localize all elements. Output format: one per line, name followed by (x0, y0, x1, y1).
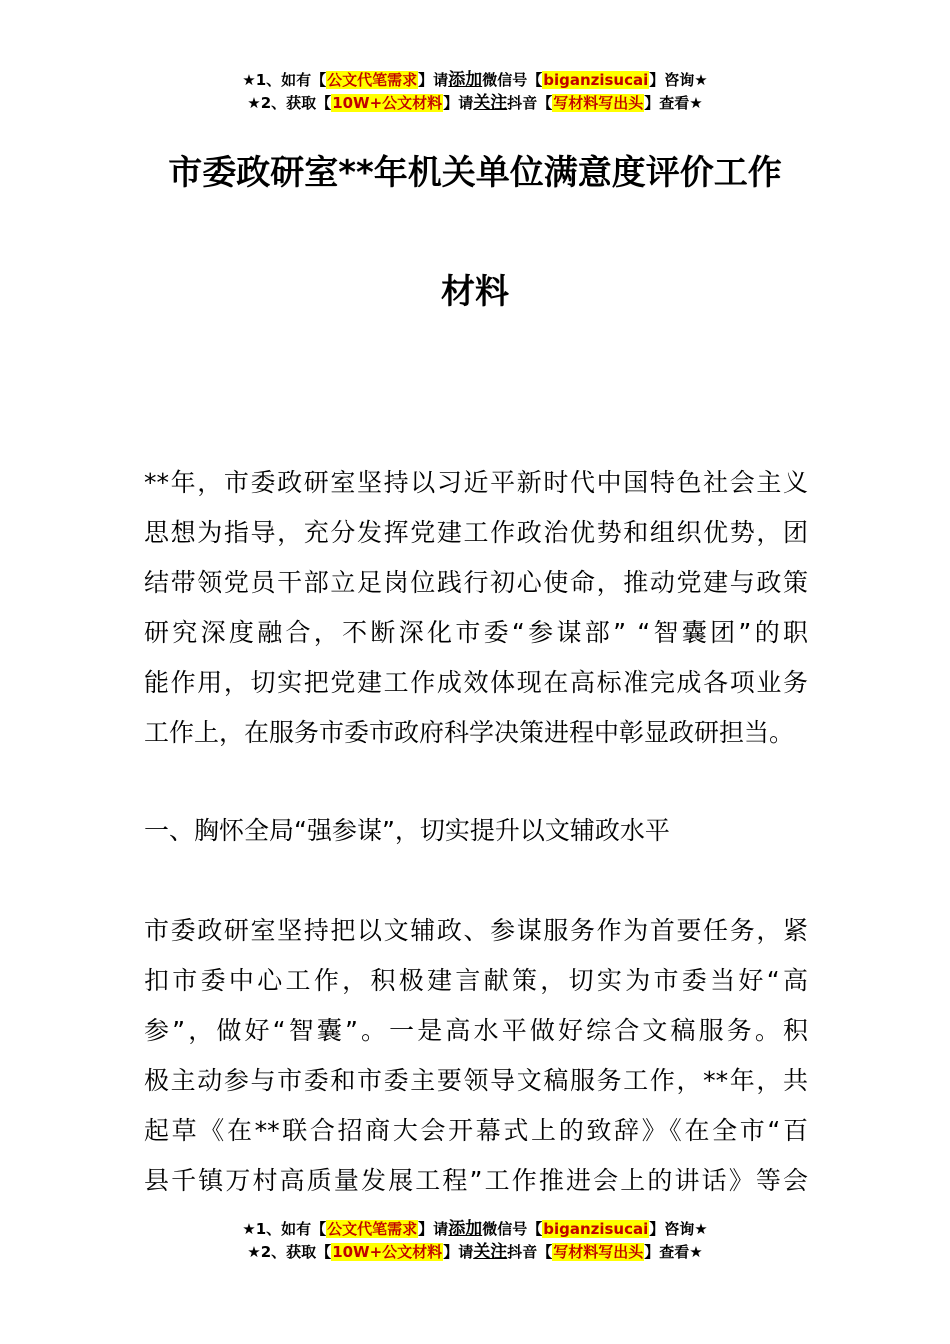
promo-text: 抖音【 (507, 1243, 553, 1261)
promo-highlight: 公文代笔需求 (327, 1220, 418, 1238)
paragraph-line: 结带领党员干部立足岗位践行初心使命，推动党建与政策 (144, 568, 808, 597)
promo-text: 】请 (443, 1243, 474, 1261)
promo-text: 抖音【 (507, 94, 553, 112)
promo-highlight: 10W+公文材料 (332, 94, 443, 112)
paragraph-line: 能作用，切实把党建工作成效体现在高标准完成各项业务 (144, 668, 808, 697)
promo-emphasis: 添加 (448, 1219, 483, 1239)
promo-douyin-id: 写材料写出头 (553, 1243, 644, 1261)
paragraph-line: 极主动参与市委和市委主要领导文稿服务工作，**年，共 (144, 1066, 808, 1095)
promo-highlight: 10W+公文材料 (332, 1243, 443, 1261)
promo-line-1 (0, 69, 950, 92)
paragraph-line: 参”，做好“智囊”。一是高水平做好综合文稿服务。积 (144, 1016, 808, 1045)
promo-text: ★2、获取【 (247, 94, 332, 112)
paragraph-line: 研究深度融合，不断深化市委“参谋部” “智囊团”的职 (144, 618, 808, 647)
paragraph-intro (144, 458, 808, 758)
promo-line-2 (0, 92, 950, 115)
paragraph-line: 县千镇万村高质量发展工程”工作推进会上的讲话》等会 (144, 1166, 808, 1195)
promo-douyin-id: 写材料写出头 (553, 94, 644, 112)
document-title: 市委政研室**年机关单位满意度评价工作 (168, 153, 782, 193)
promo-text: 】咨询★ (649, 71, 708, 89)
promo-line-1 (0, 1218, 950, 1241)
promo-text: 微信号【 (482, 71, 543, 89)
promo-text: ★1、如有【 (242, 71, 327, 89)
promo-text: 】请 (443, 94, 474, 112)
promo-text: 】咨询★ (649, 1220, 708, 1238)
promo-wechat-id: biganzisucai (543, 71, 649, 89)
document-title-continued: 材料 (441, 272, 509, 312)
paragraph-line: 市委政研室坚持把以文辅政、参谋服务作为首要任务，紧 (144, 916, 808, 945)
promo-highlight: 公文代笔需求 (327, 71, 418, 89)
promo-emphasis: 关注 (473, 93, 508, 113)
promo-text: ★2、获取【 (247, 1243, 332, 1261)
promo-banner-top (0, 69, 950, 115)
promo-text: ★1、如有【 (242, 1220, 327, 1238)
promo-emphasis: 添加 (448, 70, 483, 90)
paragraph-line: 思想为指导，充分发挥党建工作政治优势和组织优势，团 (144, 518, 808, 547)
promo-banner-bottom (0, 1218, 950, 1264)
promo-text: 】请 (418, 71, 449, 89)
paragraph-section-1 (144, 906, 808, 1206)
promo-text: 】请 (418, 1220, 449, 1238)
promo-text: 】查看★ (644, 1243, 703, 1261)
paragraph-line: 扣市委中心工作，积极建言献策，切实为市委当好“高 (144, 966, 808, 995)
promo-emphasis: 关注 (473, 1242, 508, 1262)
paragraph-line: **年，市委政研室坚持以习近平新时代中国特色社会主义 (144, 468, 808, 497)
promo-text: 】查看★ (644, 94, 703, 112)
paragraph-line: 起草《在**联合招商大会开幕式上的致辞》《在全市“百 (144, 1116, 808, 1145)
section-heading-1: 一、胸怀全局“强参谋”，切实提升以文辅政水平 (144, 816, 670, 845)
promo-text: 微信号【 (482, 1220, 543, 1238)
promo-wechat-id: biganzisucai (543, 1220, 649, 1238)
promo-line-2 (0, 1241, 950, 1264)
paragraph-line: 工作上，在服务市委市政府科学决策进程中彰显政研担当。 (144, 718, 795, 747)
